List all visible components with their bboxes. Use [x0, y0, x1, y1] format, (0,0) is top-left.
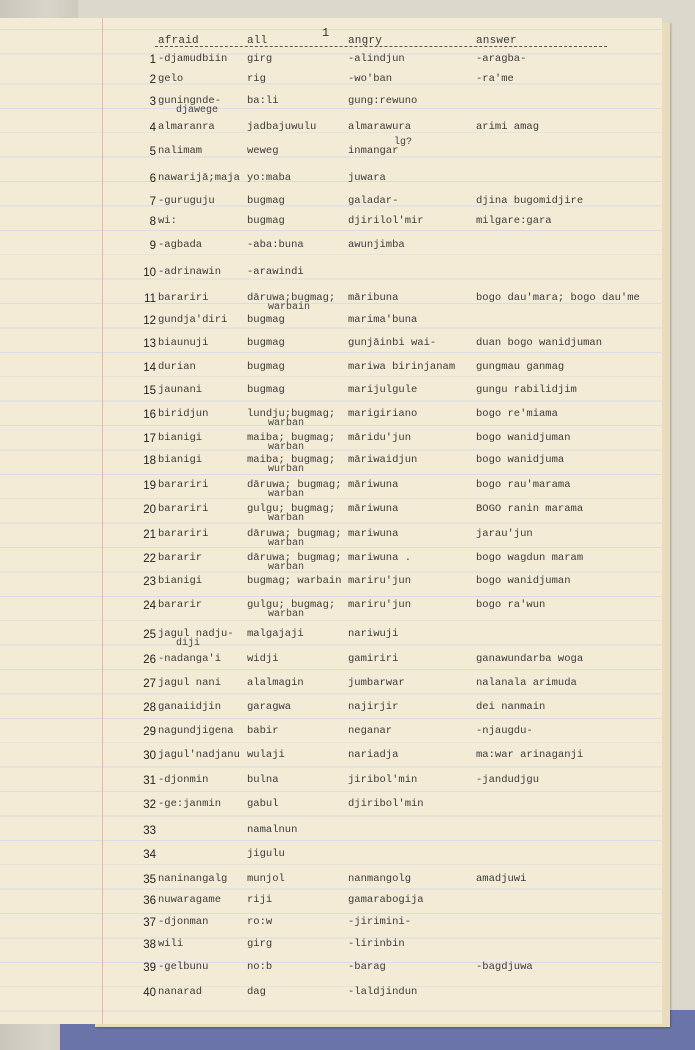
angry-cell: gamarabogija	[348, 894, 424, 906]
angry-cell: māriwaidjun	[348, 454, 418, 466]
table-row	[0, 825, 662, 845]
table-row	[0, 576, 662, 596]
header-all: all	[247, 35, 268, 47]
row-number: 32	[143, 799, 156, 811]
row-number: 30	[143, 750, 156, 762]
afraid-cell: bararir	[158, 552, 203, 564]
all-cell: dāruwa;bugmag;	[247, 292, 336, 304]
afraid-cell: -ge:janmin	[158, 798, 222, 810]
angry-cell: awunjimba	[348, 239, 405, 251]
angry-cell: inmangar	[348, 145, 399, 157]
angry-cell: māriwuna	[348, 479, 399, 491]
afraid-cell: -guruguju	[158, 195, 215, 207]
row-number: 3	[149, 96, 156, 108]
row-number: 21	[143, 529, 156, 541]
angry-cell: marima'buna	[348, 314, 418, 326]
all-cell-line2: warbain	[268, 302, 311, 313]
angry-cell: neganar	[348, 725, 393, 737]
table-row	[0, 600, 662, 620]
table-row	[0, 122, 662, 142]
answer-cell: milgare:gara	[476, 215, 552, 227]
row-number: 14	[143, 362, 156, 374]
table-row	[0, 385, 662, 405]
afraid-cell-line2: djawege	[176, 105, 219, 116]
table-row	[0, 553, 662, 573]
angry-cell: gunjāinbi wai-	[348, 337, 437, 349]
all-cell-line2: warban	[268, 538, 305, 549]
table-row	[0, 54, 662, 74]
afraid-cell: -gelbunu	[158, 961, 209, 973]
answer-cell: bogo wanidjuma	[476, 454, 565, 466]
all-cell: dāruwa; bugmag;	[247, 479, 342, 491]
angry-cell: mariwuna .	[348, 552, 412, 564]
table-row	[0, 173, 662, 193]
angry-cell: nariwuji	[348, 628, 399, 640]
table-row	[0, 137, 662, 166]
angry-cell: gamiriri	[348, 653, 399, 665]
table-row	[0, 775, 662, 795]
row-number: 37	[143, 917, 156, 929]
answer-cell: -jandudjgu	[476, 774, 540, 786]
angry-cell: -wo'ban	[348, 73, 393, 85]
all-cell: jigulu	[247, 848, 285, 860]
header-afraid: afraid	[158, 35, 199, 47]
all-cell: bugmag	[247, 384, 285, 396]
row-number: 36	[143, 895, 156, 907]
answer-cell: bogo dau'mara; bogo dau'me	[476, 292, 640, 304]
table-row	[0, 293, 662, 313]
afraid-cell: -djonmin	[158, 774, 209, 786]
row-number: 39	[143, 962, 156, 974]
all-cell-line2: warban	[268, 609, 305, 620]
all-cell: maiba; bugmag;	[247, 432, 336, 444]
angry-cell: marijulgule	[348, 384, 418, 396]
angry-cell: jumbarwar	[348, 677, 405, 689]
afraid-cell: -agbada	[158, 239, 203, 251]
answer-cell: -ra'me	[476, 73, 514, 85]
table-row	[0, 895, 662, 915]
all-cell: bulna	[247, 774, 279, 786]
row-number: 4	[149, 122, 156, 134]
all-cell: no:b	[247, 961, 273, 973]
afraid-cell: nuwaragame	[158, 894, 222, 906]
answer-cell: nalanala arimuda	[476, 677, 577, 689]
row-number: 13	[143, 338, 156, 350]
afraid-cell: -nadanga'i	[158, 653, 222, 665]
all-cell: bugmag; warbain	[247, 575, 342, 587]
all-cell: weweg	[247, 145, 279, 157]
table-row	[0, 799, 662, 819]
answer-cell: BOGO ranin marama	[476, 503, 584, 515]
angry-cell: māridu'jun	[348, 432, 412, 444]
table-row	[0, 939, 662, 959]
table-row	[0, 987, 662, 1007]
page-number: 1	[322, 26, 330, 40]
all-cell: ba:li	[247, 95, 279, 107]
answer-cell: amadjuwi	[476, 873, 527, 885]
table-row	[0, 315, 662, 335]
row-number: 2	[149, 74, 156, 86]
angry-cell: nariadja	[348, 749, 399, 761]
angry-cell: nanmangolg	[348, 873, 412, 885]
angry-cell: -laldjindun	[348, 986, 418, 998]
row-number: 12	[143, 315, 156, 327]
table-row	[0, 362, 662, 382]
table-row	[0, 529, 662, 549]
answer-cell: -njaugdu-	[476, 725, 533, 737]
all-cell: gulgu; bugmag;	[247, 503, 336, 515]
answer-cell: -bagdjuwa	[476, 961, 533, 973]
answer-cell: ma:war arinaganji	[476, 749, 584, 761]
all-cell-line2: wurban	[268, 464, 305, 475]
angry-cell: mariru'jun	[348, 575, 412, 587]
table-row	[0, 96, 662, 116]
all-cell: bugmag	[247, 195, 285, 207]
table-row	[0, 678, 662, 698]
afraid-cell: -djonman	[158, 916, 209, 928]
angry-cell: -lirinbin	[348, 938, 405, 950]
all-cell-line2: warban	[268, 442, 305, 453]
row-number: 27	[143, 678, 156, 690]
all-cell: gabul	[247, 798, 279, 810]
all-cell: bugmag	[247, 314, 285, 326]
table-row	[0, 196, 662, 216]
answer-cell: bogo re'miama	[476, 408, 558, 420]
row-number: 28	[143, 702, 156, 714]
angry-cell: jiribol'min	[348, 774, 418, 786]
angry-cell: -jirimini-	[348, 916, 412, 928]
all-cell: dag	[247, 986, 266, 998]
row-number: 20	[143, 504, 156, 516]
answer-cell: bogo wanidjuman	[476, 432, 571, 444]
afraid-cell: wili	[158, 938, 184, 950]
table-row	[0, 216, 662, 236]
angry-cell: mariru'jun	[348, 599, 412, 611]
row-number: 33	[143, 825, 156, 837]
answer-cell: arimi amag	[476, 121, 540, 133]
afraid-cell: jagul'nadjanu	[158, 749, 240, 761]
afraid-cell: jaunani	[158, 384, 203, 396]
header-answer: answer	[476, 35, 517, 47]
answer-cell: djina bugomidjire	[476, 195, 584, 207]
all-cell: alalmagin	[247, 677, 304, 689]
table-row	[0, 504, 662, 524]
afraid-cell: naninangalg	[158, 873, 228, 885]
angry-cell: māriwuna	[348, 503, 399, 515]
row-number: 19	[143, 480, 156, 492]
row-number: 35	[143, 874, 156, 886]
answer-cell: gungmau ganmag	[476, 361, 565, 373]
all-cell: yo:maba	[247, 172, 292, 184]
row-number: 15	[143, 385, 156, 397]
afraid-cell: bianigi	[158, 575, 203, 587]
table-row	[0, 74, 662, 94]
row-number: 34	[143, 849, 156, 861]
all-cell: garagwa	[247, 701, 292, 713]
afraid-cell: jagul nani	[158, 677, 222, 689]
table-row	[0, 702, 662, 722]
angry-cell: djirilol'mir	[348, 215, 424, 227]
row-number: 40	[143, 987, 156, 999]
answer-cell: bogo ra'wun	[476, 599, 546, 611]
header-angry: angry	[348, 35, 383, 47]
angry-cell-superscript: lg?	[394, 137, 413, 148]
afraid-cell: bararir	[158, 599, 203, 611]
angry-cell: -barag	[348, 961, 386, 973]
row-number: 10	[143, 267, 156, 279]
table-row	[0, 267, 662, 287]
angry-cell: māribuna	[348, 292, 399, 304]
table-row	[0, 409, 662, 429]
afraid-cell: durian	[158, 361, 196, 373]
all-cell: dāruwa; bugmag;	[247, 528, 342, 540]
row-number: 5	[149, 146, 156, 158]
table-row	[0, 874, 662, 894]
row-number: 24	[143, 600, 156, 612]
row-number: 18	[143, 455, 156, 467]
row-number: 1	[149, 54, 156, 66]
table-row	[0, 480, 662, 500]
all-cell: girg	[247, 53, 273, 65]
row-number: 6	[149, 173, 156, 185]
row-number: 22	[143, 553, 156, 565]
afraid-cell: almaranra	[158, 121, 215, 133]
afraid-cell: biridjun	[158, 408, 209, 420]
answer-cell: ganawundarba woga	[476, 653, 584, 665]
afraid-cell: nalimam	[158, 145, 203, 157]
row-number: 11	[144, 293, 156, 305]
afraid-cell: nanarad	[158, 986, 203, 998]
table-row	[0, 240, 662, 260]
afraid-cell: barariri	[158, 503, 209, 515]
answer-cell: gungu rabilidjim	[476, 384, 577, 396]
all-cell: girg	[247, 938, 273, 950]
afraid-cell: bianigi	[158, 454, 203, 466]
all-cell: rig	[247, 73, 266, 85]
row-number: 25	[143, 629, 156, 641]
row-number: 31	[143, 775, 156, 787]
all-cell: -arawindi	[247, 266, 304, 278]
afraid-cell: bianigi	[158, 432, 203, 444]
afraid-cell: barariri	[158, 292, 209, 304]
answer-cell: bogo rau'marama	[476, 479, 571, 491]
row-number: 29	[143, 726, 156, 738]
table-row	[0, 726, 662, 746]
row-number: 8	[149, 216, 156, 228]
afraid-cell: -adrinawin	[158, 266, 222, 278]
angry-cell: najirjir	[348, 701, 399, 713]
angry-cell: mariwa birinjanam	[348, 361, 456, 373]
afraid-cell: jagul nadju-	[158, 628, 234, 640]
all-cell: bugmag	[247, 337, 285, 349]
all-cell: bugmag	[247, 361, 285, 373]
notebook-page	[0, 18, 662, 1024]
afraid-cell: barariri	[158, 479, 209, 491]
all-cell: jadbajuwulu	[247, 121, 317, 133]
all-cell-line2: warban	[268, 513, 305, 524]
all-cell: widji	[247, 653, 279, 665]
afraid-cell: barariri	[158, 528, 209, 540]
all-cell: namalnun	[247, 824, 298, 836]
angry-cell: galadar-	[348, 195, 399, 207]
afraid-cell: gundja'diri	[158, 314, 228, 326]
all-cell: wulaji	[247, 749, 285, 761]
row-number: 7	[149, 196, 156, 208]
afraid-cell: wi:	[158, 215, 177, 227]
table-row	[0, 654, 662, 674]
afraid-cell: ganaiidjin	[158, 701, 222, 713]
angry-cell: djiribol'min	[348, 798, 424, 810]
row-number: 9	[149, 240, 156, 252]
afraid-cell: guningnde-	[158, 95, 222, 107]
all-cell: maiba; bugmag;	[247, 454, 336, 466]
all-cell: babir	[247, 725, 279, 737]
row-number: 38	[143, 939, 156, 951]
table-row	[0, 338, 662, 358]
table-row	[0, 629, 662, 649]
answer-cell: bogo wagdun maram	[476, 552, 584, 564]
all-cell: bugmag	[247, 215, 285, 227]
afraid-cell: gelo	[158, 73, 184, 85]
angry-cell: -alindjun	[348, 53, 405, 65]
row-number: 23	[143, 576, 156, 588]
table-row	[0, 433, 662, 453]
all-cell: dāruwa; bugmag;	[247, 552, 342, 564]
angry-cell: mariwuna	[348, 528, 399, 540]
row-number: 26	[143, 654, 156, 666]
all-cell: munjol	[247, 873, 285, 885]
answer-cell: jarau'jun	[476, 528, 533, 540]
table-row	[0, 849, 662, 869]
afraid-cell: nagundjigena	[158, 725, 234, 737]
table-row	[0, 455, 662, 475]
angry-cell: juwara	[348, 172, 386, 184]
angry-cell: gung:rewuno	[348, 95, 418, 107]
afraid-cell: biaunuji	[158, 337, 209, 349]
row-number: 17	[143, 433, 156, 445]
all-cell-line2: warban	[268, 418, 305, 429]
answer-cell: -aragba-	[476, 53, 527, 65]
angry-cell: marigiriano	[348, 408, 418, 420]
answer-cell: dei nanmain	[476, 701, 546, 713]
answer-cell: duan bogo wanidjuman	[476, 337, 603, 349]
all-cell: ro:w	[247, 916, 273, 928]
afraid-cell: nawarijā;maja	[158, 172, 240, 184]
all-cell-line2: warban	[268, 489, 305, 500]
all-cell-line2: warban	[268, 562, 305, 573]
afraid-cell: -djamudbiin	[158, 53, 228, 65]
afraid-cell-line2: diji	[176, 638, 201, 649]
all-cell: lundju;bugmag;	[247, 408, 336, 420]
answer-cell: bogo wanidjuman	[476, 575, 571, 587]
all-cell: malgajaji	[247, 628, 304, 640]
all-cell: gulgu; bugmag;	[247, 599, 336, 611]
row-number: 16	[143, 409, 156, 421]
angry-cell: almarawura	[348, 121, 412, 133]
table-row	[0, 750, 662, 770]
all-cell: -aba:buna	[247, 239, 304, 251]
all-cell: riji	[247, 894, 273, 906]
table-row	[0, 917, 662, 937]
table-row	[0, 962, 662, 982]
